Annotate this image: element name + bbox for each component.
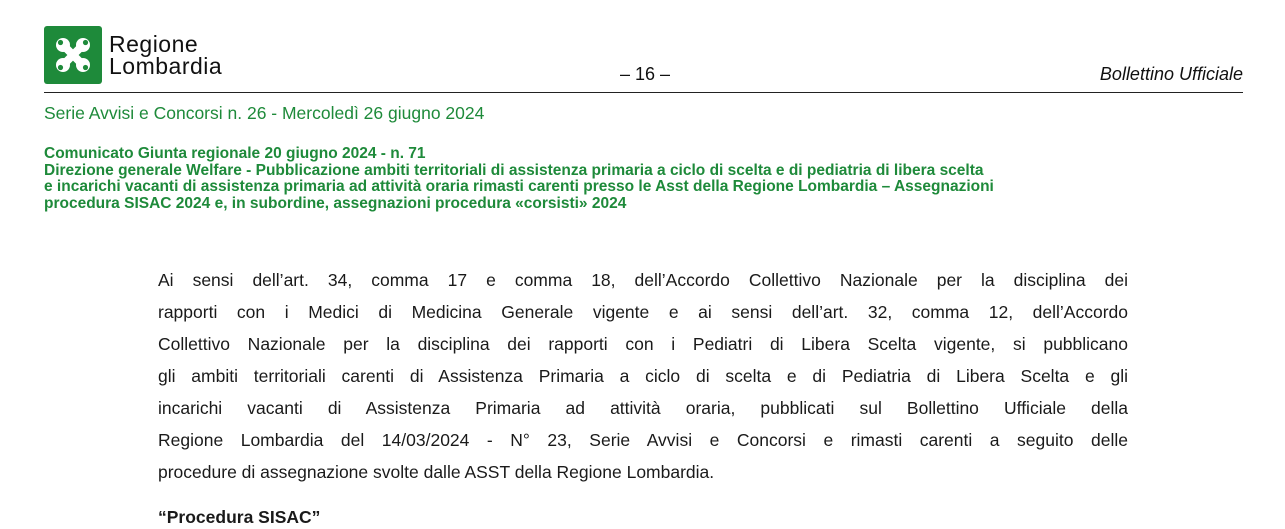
header-divider [44,92,1243,93]
logo-line-1: Regione [109,31,199,57]
body-line: Collettivo Nazionale per la disciplina dei rapporti con i Pediatri di Libera Scelta vigente, si pubblicano [158,334,1128,354]
body-line: rapporti con i Medici di Medicina Generale vigente e ai sensi dell’art. 32, comma 12, dell’Accordo [158,302,1128,322]
page-number: – 16 – [620,64,671,84]
issue-line: Serie Avvisi e Concorsi n. 26 - Mercoledì 26 giugno 2024 [44,103,485,123]
section-heading: “Procedura SISAC” [158,507,321,527]
logo-line-2: Lombardia [109,53,223,79]
logo-wordmark [109,33,222,77]
rosa-camuna-icon [44,26,102,84]
comunicato-heading [44,146,1249,212]
body-paragraph [158,264,1128,488]
body-line: Ai sensi dell’art. 34, comma 17 e comma 18, dell’Accordo Collettivo Nazionale per la disciplina dei [158,270,1128,290]
publication-title: Bollettino Ufficiale [1099,64,1243,84]
body-line: incarichi vacanti di Assistenza Primaria ad attività oraria, pubblicati sul Bollettino Ufficiale della [158,398,1128,418]
regione-lombardia-logo [44,26,222,84]
body-line: procedure di assegnazione svolte dalle ASST della Regione Lombardia. [158,462,715,482]
comunicato-line: e incarichi vacanti di assistenza primaria ad attività oraria rimasti carenti presso le Asst della Regione Lombardia – Assegnazioni [44,178,994,195]
comunicato-line: procedura SISAC 2024 e, in subordine, assegnazioni procedura «corsisti» 2024 [44,194,627,212]
comunicato-title: Comunicato Giunta regionale 20 giugno 2024 - n. 71 [44,145,426,162]
body-line: gli ambiti territoriali carenti di Assistenza Primaria a ciclo di scelta e di Pediatria di Libera Scelta e gli [158,366,1128,386]
body-line: Regione Lombardia del 14/03/2024 - N° 23, Serie Avvisi e Concorsi e rimasti carenti a seguito delle [158,430,1128,450]
comunicato-line: Direzione generale Welfare - Pubblicazione ambiti territoriali di assistenza primaria a ciclo di scelta e di pediatria di libera scelta [44,161,984,179]
